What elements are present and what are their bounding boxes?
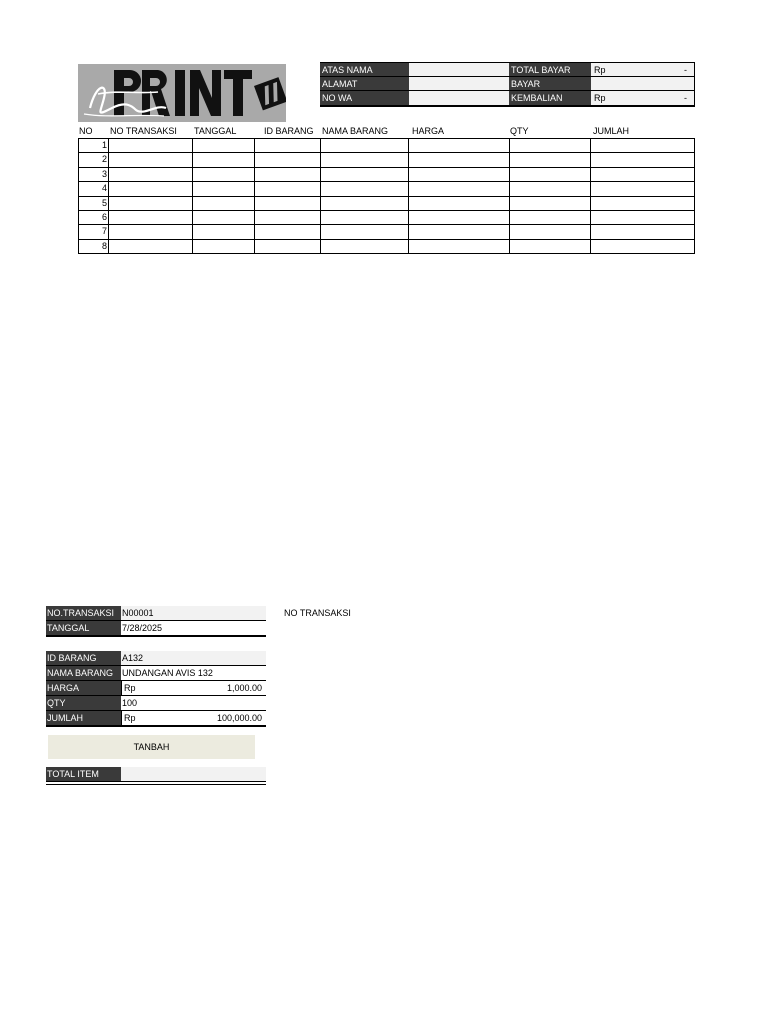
col-head-tanggal: TANGGAL	[194, 126, 237, 136]
col-head-jumlah: JUMLAH	[593, 126, 630, 136]
form-row-tanggal	[46, 621, 266, 635]
table-line	[408, 138, 409, 254]
row-border	[46, 635, 266, 637]
form-row-jumlah	[46, 711, 266, 725]
no-transaksi-side-label: NO TRANSAKSI	[284, 608, 351, 618]
jumlah-label: JUMLAH	[46, 711, 121, 725]
table-line	[509, 138, 510, 254]
atas-nama-label: ATAS NAMA	[320, 63, 409, 77]
kembalian-label: KEMBALIAN	[509, 91, 591, 105]
header-right-border	[694, 62, 695, 106]
table-row-number: 8	[101, 241, 107, 251]
alamat-input[interactable]	[409, 77, 509, 91]
form-row-qty	[46, 696, 266, 710]
logo-graphic	[78, 64, 286, 122]
col-head-no-transaksi: NO TRANSAKSI	[110, 126, 177, 136]
jumlah-currency: Rp	[124, 713, 136, 723]
header-bottom-border	[320, 105, 695, 107]
table-line	[78, 138, 695, 139]
table-row-number: 2	[101, 154, 107, 164]
row-double-border	[46, 784, 266, 785]
table-line	[78, 210, 695, 211]
header-border-2	[320, 90, 695, 91]
form-row-no-transaksi	[46, 606, 266, 620]
no-wa-input[interactable]	[409, 91, 509, 105]
table-line	[254, 138, 255, 254]
table-row-number: 5	[101, 198, 107, 208]
table-line	[78, 196, 695, 197]
nama-barang-label: NAMA BARANG	[46, 666, 121, 680]
table-row-number: 4	[101, 183, 107, 193]
alamat-label: ALAMAT	[320, 77, 409, 91]
bayar-row	[509, 77, 695, 91]
qty-field[interactable]: 100	[121, 696, 266, 710]
total-item-label: TOTAL ITEM	[46, 767, 121, 781]
row-border	[46, 725, 266, 727]
atas-nama-row	[320, 63, 500, 77]
table-line	[320, 138, 321, 254]
bayar-input[interactable]	[591, 77, 695, 91]
header-border-1	[320, 76, 695, 77]
col-head-no: NO	[79, 126, 93, 136]
table-line	[78, 253, 695, 254]
nama-barang-field[interactable]: UNDANGAN AVIS 132	[121, 666, 266, 680]
col-head-qty: QTY	[510, 126, 529, 136]
kembalian-currency: Rp	[594, 93, 606, 103]
kembalian-value	[591, 91, 695, 105]
print-logo	[78, 64, 286, 122]
total-bayar-label: TOTAL BAYAR	[509, 63, 591, 77]
total-bayar-row	[509, 63, 695, 77]
form-row-total-item	[46, 767, 266, 781]
table-row-number: 7	[101, 226, 107, 236]
col-head-harga: HARGA	[412, 126, 445, 136]
form-row-nama-barang	[46, 666, 266, 680]
table-line	[108, 138, 109, 254]
harga-amount: 1,000.00	[226, 683, 262, 693]
no-wa-label: NO WA	[320, 91, 409, 105]
col-head-id-barang: ID BARANG	[264, 126, 314, 136]
harga-field	[121, 681, 266, 695]
id-barang-label: ID BARANG	[46, 651, 121, 665]
no-transaksi-field[interactable]: N00001	[121, 606, 266, 620]
no-transaksi-label: NO.TRANSAKSI	[46, 606, 121, 620]
total-bayar-amount: -	[684, 65, 687, 75]
table-line	[78, 181, 695, 182]
bayar-label: BAYAR	[509, 77, 591, 91]
kembalian-row	[509, 91, 695, 105]
no-wa-row	[320, 91, 500, 105]
header-top-border	[320, 62, 695, 63]
kembalian-amount: -	[684, 93, 687, 103]
qty-label: QTY	[46, 696, 121, 710]
row-border	[46, 781, 266, 782]
table-row-number: 1	[101, 140, 107, 150]
total-bayar-value	[591, 63, 695, 77]
table-line	[590, 138, 591, 254]
alamat-row	[320, 77, 500, 91]
table-line	[78, 239, 695, 240]
total-bayar-currency: Rp	[594, 65, 606, 75]
atas-nama-input[interactable]	[409, 63, 509, 77]
id-barang-field[interactable]: A132	[121, 651, 266, 665]
harga-label: HARGA	[46, 681, 121, 695]
table-row-number: 3	[101, 169, 107, 179]
total-item-field	[121, 767, 266, 781]
cell-separator	[121, 681, 122, 695]
jumlah-field	[121, 711, 266, 725]
tanggal-field[interactable]: 7/28/2025	[121, 621, 266, 635]
harga-currency: Rp	[124, 683, 136, 693]
form-row-harga	[46, 681, 266, 695]
jumlah-amount: 100,000.00	[216, 713, 262, 723]
table-line	[78, 167, 695, 168]
col-head-nama-barang: NAMA BARANG	[322, 126, 389, 136]
table-line	[78, 152, 695, 153]
table-row-number: 6	[101, 212, 107, 222]
table-line	[78, 224, 695, 225]
tanbah-button[interactable]: TANBAH	[48, 735, 255, 759]
table-line	[192, 138, 193, 254]
cell-separator	[121, 711, 122, 725]
form-row-id-barang	[46, 651, 266, 665]
table-line	[694, 138, 695, 254]
tanggal-label: TANGGAL	[46, 621, 121, 635]
